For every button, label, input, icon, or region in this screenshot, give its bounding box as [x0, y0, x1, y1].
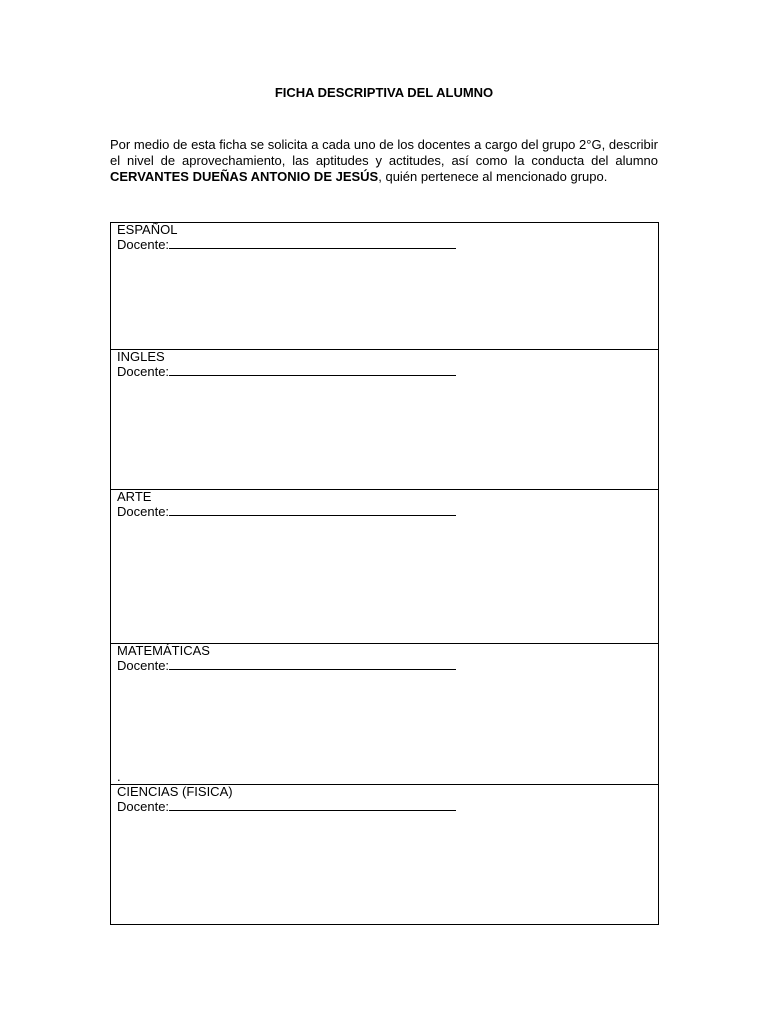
docente-field[interactable]	[117, 364, 456, 379]
docente-label: Docente:	[117, 364, 170, 379]
intro-line-3	[110, 169, 658, 185]
docente-signature-line[interactable]	[169, 504, 456, 516]
subject-name: CIENCIAS (FISICA)	[117, 784, 233, 799]
intro-paragraph	[110, 137, 658, 185]
subject-name: ARTE	[117, 489, 152, 504]
subject-block-espanol[interactable]	[111, 223, 658, 350]
docente-label: Docente:	[117, 799, 170, 814]
subject-block-arte[interactable]	[111, 490, 658, 644]
docente-field[interactable]	[117, 504, 456, 519]
docente-field[interactable]	[117, 799, 456, 814]
intro-line-3-rest: , quién pertenece al mencionado grupo.	[378, 169, 608, 184]
docente-label: Docente:	[117, 504, 170, 519]
docente-signature-line[interactable]	[169, 237, 456, 249]
docente-field[interactable]	[117, 237, 456, 252]
docente-signature-line[interactable]	[169, 799, 456, 811]
subjects-table	[110, 222, 659, 925]
docente-label: Docente:	[117, 658, 170, 673]
docente-signature-line[interactable]	[169, 364, 456, 376]
student-name: CERVANTES DUEÑAS ANTONIO DE JESÚS	[110, 169, 379, 184]
subject-name: MATEMÁTICAS	[117, 643, 210, 658]
subject-name: ESPAÑOL	[117, 222, 178, 237]
subject-block-ciencias[interactable]	[111, 785, 658, 924]
trailing-mark: .	[117, 769, 121, 784]
docente-signature-line[interactable]	[169, 658, 456, 670]
subject-block-matematicas[interactable]	[111, 644, 658, 785]
intro-line-2: el nivel de aprovechamiento, las aptitudes y actitudes, así como la conducta del alumno	[110, 153, 658, 168]
docente-label: Docente:	[117, 237, 170, 252]
intro-line-1: Por medio de esta ficha se solicita a cada uno de los docentes a cargo del grupo 2°G, describir	[110, 137, 658, 152]
subject-block-ingles[interactable]	[111, 350, 658, 490]
subject-name: INGLES	[117, 349, 165, 364]
document-title: FICHA DESCRIPTIVA DEL ALUMNO	[274, 85, 494, 100]
docente-field[interactable]	[117, 658, 456, 673]
